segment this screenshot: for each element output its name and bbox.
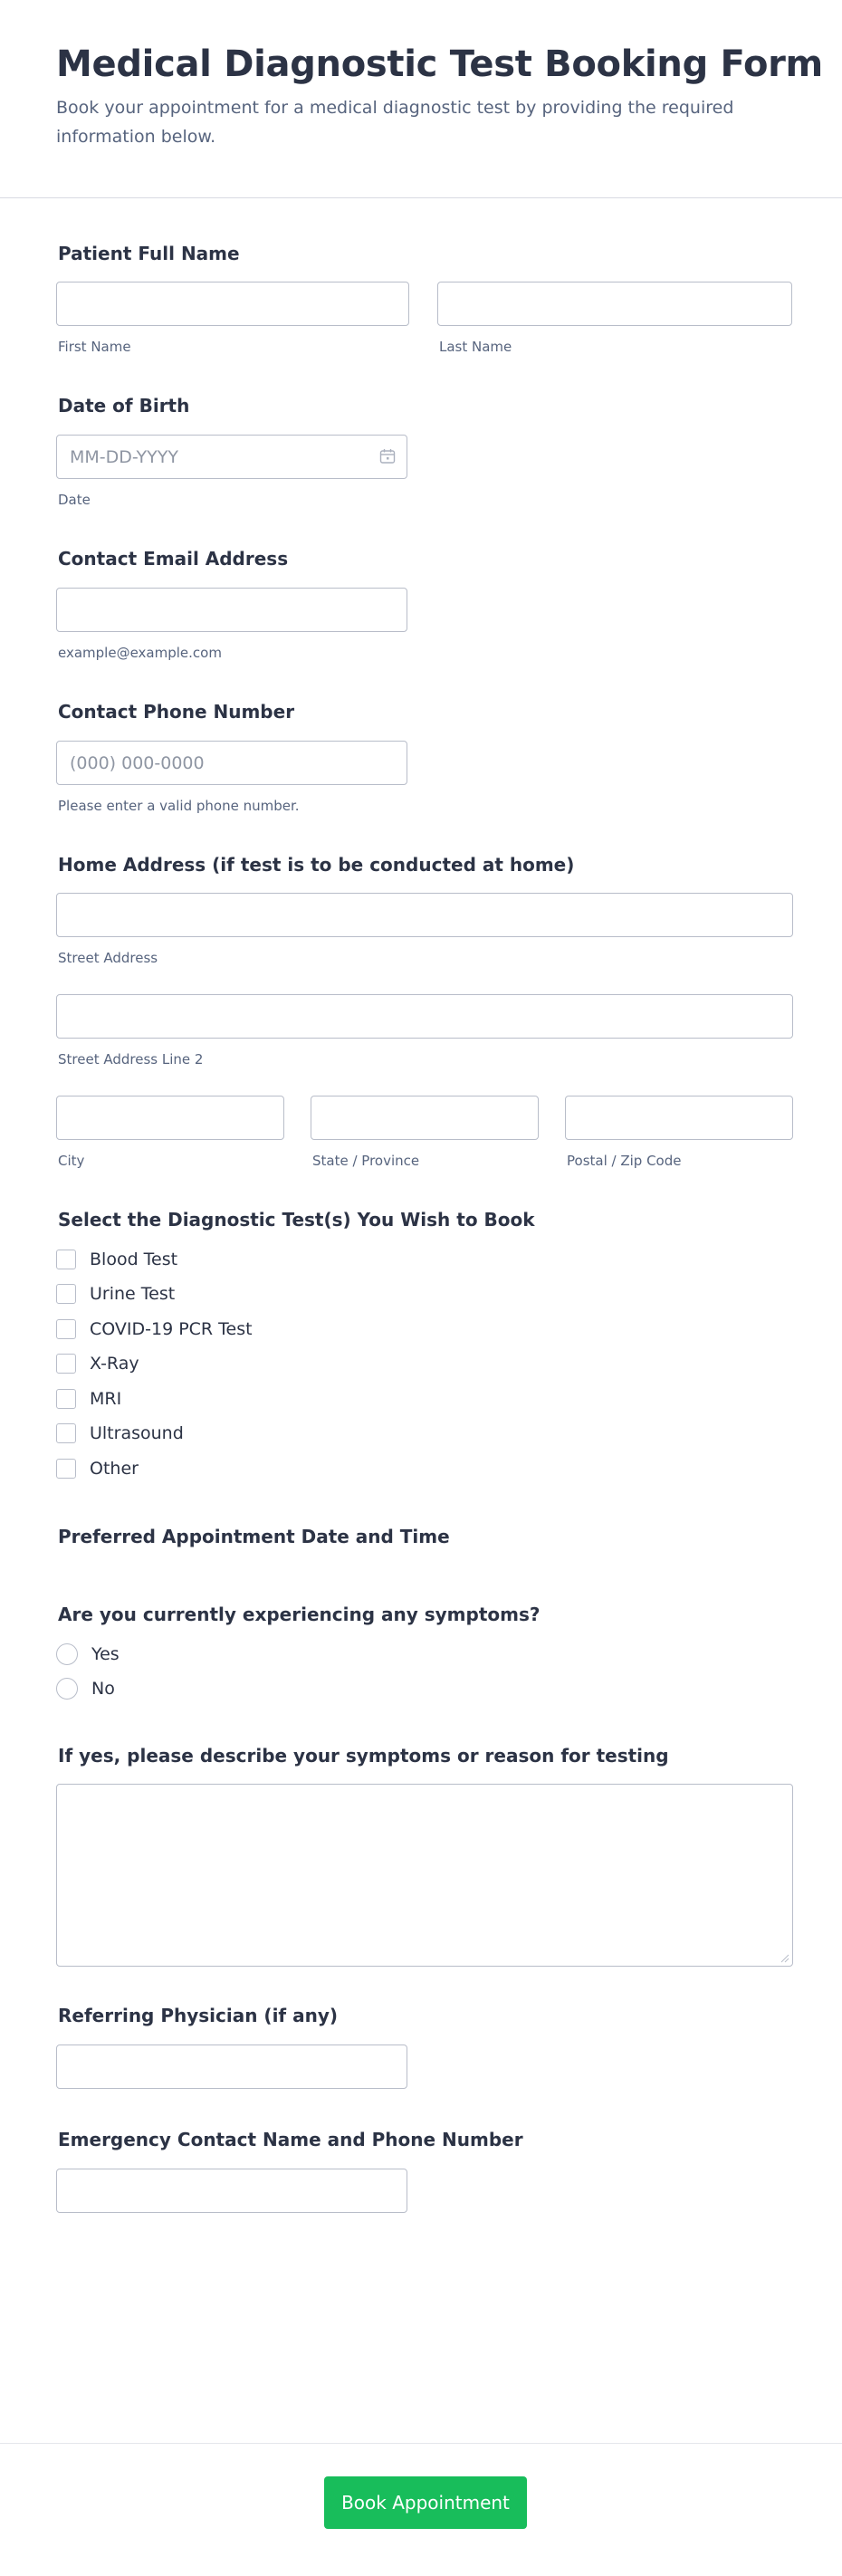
- test-option-xray[interactable]: [56, 1352, 139, 1375]
- option-label: Ultrasound: [90, 1423, 184, 1443]
- street-address-sublabel: Street Address: [58, 950, 158, 966]
- option-label: Urine Test: [90, 1284, 176, 1304]
- checkbox[interactable]: [56, 1354, 76, 1374]
- first-name-sublabel: First Name: [58, 339, 131, 355]
- description-label: If yes, please describe your symptoms or reason for testing: [58, 1745, 669, 1767]
- test-option-urine[interactable]: [56, 1282, 175, 1306]
- city-sublabel: City: [58, 1153, 85, 1169]
- phone-sublabel: Please enter a valid phone number.: [58, 798, 300, 814]
- phone-input[interactable]: [56, 741, 407, 785]
- test-option-other[interactable]: [56, 1457, 139, 1480]
- option-label: COVID-19 PCR Test: [90, 1319, 253, 1339]
- tests-label: Select the Diagnostic Test(s) You Wish to Book: [58, 1209, 535, 1231]
- zip-sublabel: Postal / Zip Code: [567, 1153, 682, 1169]
- form-subtitle: Book your appointment for a medical diagnostic test by providing the required information below.: [56, 98, 734, 147]
- checkbox[interactable]: [56, 1423, 76, 1443]
- emergency-input[interactable]: [56, 2169, 407, 2213]
- street-address-line2-sublabel: Street Address Line 2: [58, 1051, 204, 1068]
- test-option-mri[interactable]: [56, 1387, 121, 1411]
- street-address-line2-input[interactable]: [56, 994, 793, 1039]
- form-header: [0, 0, 842, 198]
- option-label: Yes: [91, 1644, 120, 1664]
- option-label: Other: [90, 1459, 139, 1479]
- option-label: MRI: [90, 1389, 122, 1409]
- option-label: X-Ray: [90, 1354, 139, 1374]
- option-label: Blood Test: [90, 1250, 178, 1269]
- email-sublabel: example@example.com: [58, 645, 222, 661]
- calendar-icon[interactable]: [379, 448, 396, 464]
- form-title: Medical Diagnostic Test Booking Form: [56, 43, 823, 85]
- radio-button[interactable]: [56, 1678, 78, 1700]
- dob-input[interactable]: [56, 435, 407, 479]
- street-address-input[interactable]: [56, 893, 793, 937]
- test-option-ultrasound[interactable]: [56, 1422, 184, 1445]
- city-input[interactable]: [56, 1096, 284, 1140]
- patient-name-label: Patient Full Name: [58, 243, 240, 264]
- last-name-input[interactable]: [437, 282, 792, 326]
- dob-sublabel: Date: [58, 492, 91, 508]
- dob-label: Date of Birth: [58, 395, 190, 417]
- address-label: Home Address (if test is to be conducted at home): [58, 854, 575, 876]
- checkbox[interactable]: [56, 1250, 76, 1269]
- email-label: Contact Email Address: [58, 548, 289, 570]
- radio-button[interactable]: [56, 1643, 78, 1665]
- first-name-input[interactable]: [56, 282, 409, 326]
- option-label: No: [91, 1679, 115, 1699]
- checkbox[interactable]: [56, 1389, 76, 1409]
- book-appointment-button[interactable]: Book Appointment: [324, 2476, 527, 2529]
- physician-input[interactable]: [56, 2045, 407, 2089]
- resize-handle-icon[interactable]: [779, 1952, 789, 1963]
- symptoms-option-no[interactable]: [56, 1677, 115, 1700]
- last-name-sublabel: Last Name: [439, 339, 512, 355]
- test-option-blood[interactable]: [56, 1248, 177, 1271]
- physician-label: Referring Physician (if any): [58, 2005, 339, 2026]
- emergency-label: Emergency Contact Name and Phone Number: [58, 2129, 523, 2150]
- symptoms-option-yes[interactable]: [56, 1642, 120, 1666]
- checkbox[interactable]: [56, 1459, 76, 1479]
- appointment-label: Preferred Appointment Date and Time: [58, 1526, 450, 1547]
- description-textarea[interactable]: [56, 1784, 793, 1967]
- symptoms-label: Are you currently experiencing any symptoms?: [58, 1604, 541, 1625]
- checkbox[interactable]: [56, 1284, 76, 1304]
- zip-input[interactable]: [565, 1096, 793, 1140]
- state-sublabel: State / Province: [312, 1153, 420, 1169]
- email-input[interactable]: [56, 588, 407, 632]
- checkbox[interactable]: [56, 1319, 76, 1339]
- state-input[interactable]: [311, 1096, 539, 1140]
- test-option-covid[interactable]: [56, 1317, 253, 1341]
- phone-label: Contact Phone Number: [58, 701, 295, 723]
